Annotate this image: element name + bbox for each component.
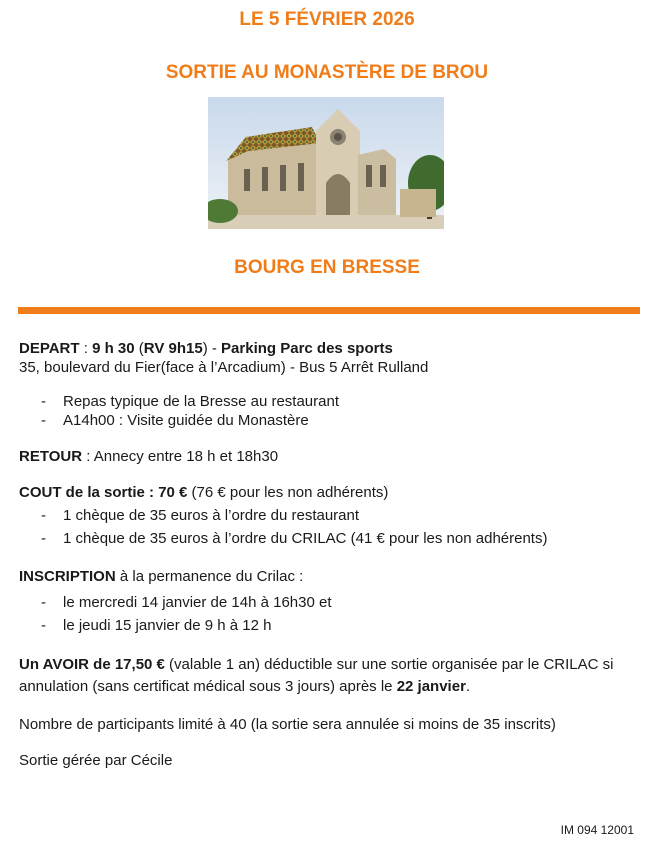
- list-item: - 1 chèque de 35 euros à l’ordre du restaurant: [41, 504, 644, 527]
- inscription-list: [19, 591, 644, 637]
- depart-address: 35, boulevard du Fier(face à l’Arcadium) - Bus 5 Arrêt Rulland: [19, 359, 429, 376]
- monastery-photo: [208, 97, 444, 229]
- event-city: BOURG EN BRESSE: [234, 257, 420, 278]
- list-item: - le jeudi 15 janvier de 9 h à 12 h: [41, 614, 644, 637]
- avoir-label: Un AVOIR de 17,50 €: [19, 656, 165, 673]
- cout-line: [19, 483, 644, 502]
- inscription-label: INSCRIPTION: [19, 568, 116, 585]
- list-item: - 1 chèque de 35 euros à l’ordre du CRILAC (41 € pour les non adhérents): [41, 527, 644, 550]
- event-details: [19, 339, 644, 770]
- depart-rv-open: (: [134, 340, 144, 357]
- avoir-end: .: [465, 678, 471, 695]
- orange-divider: [18, 307, 640, 314]
- cout-note: (76 € pour les non adhérents): [187, 484, 389, 501]
- cout-label: COUT de la sortie : 70 €: [19, 484, 188, 501]
- program-list: [19, 392, 644, 430]
- depart-rv-close: ) -: [202, 340, 222, 357]
- retour-label: RETOUR: [19, 448, 83, 465]
- depart-time: 9 h 30: [92, 340, 135, 357]
- event-date: LE 5 FÉVRIER 2026: [239, 9, 415, 30]
- retour-text: : Annecy entre 18 h et 18h30: [82, 448, 279, 465]
- avoir-paragraph: [19, 654, 644, 698]
- organizer-line: Sortie gérée par Cécile: [19, 752, 173, 769]
- depart-sep: :: [79, 340, 93, 357]
- depart-place: Parking Parc des sports: [221, 340, 393, 357]
- avoir-text: (valable 1 an) déductible sur une sortie organisée par le CRILAC si annulation (sans certificat médical sous 3 jours) après le: [19, 656, 614, 695]
- depart-line: [19, 339, 644, 358]
- list-item: - le mercredi 14 janvier de 14h à 16h30 et: [41, 591, 644, 614]
- reference-number: IM 094 12001: [560, 823, 634, 837]
- depart-label: DEPART: [19, 340, 80, 357]
- inscription-text: à la permanence du Crilac :: [115, 568, 304, 585]
- cout-list: [19, 504, 644, 550]
- list-item: - Repas typique de la Bresse au restaurant: [41, 392, 644, 411]
- depart-rv: RV 9h15: [143, 340, 203, 357]
- participants-line: Nombre de participants limité à 40 (la sortie sera annulée si moins de 35 inscrits): [19, 716, 556, 733]
- inscription-line: [19, 567, 644, 586]
- event-title: SORTIE AU MONASTÈRE DE BROU: [165, 62, 489, 83]
- retour-line: [19, 447, 644, 466]
- avoir-date: 22 janvier: [396, 678, 466, 695]
- list-item: - A14h00 : Visite guidée du Monastère: [41, 411, 644, 430]
